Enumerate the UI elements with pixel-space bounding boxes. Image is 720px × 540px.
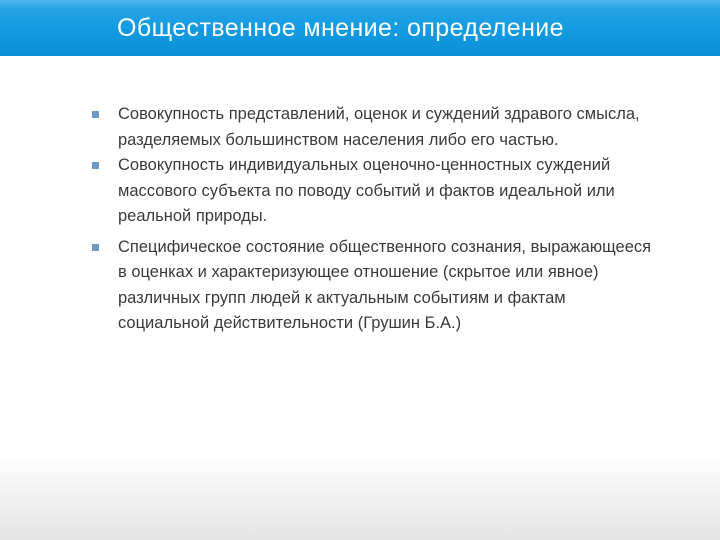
- bullet-text: Специфическое состояние общественного сознания, выражающееся в оценках и характеризующее отношение (скрытое или явное) различных групп людей к актуальным событиям и фактам социальной действительности (Грушин Б.А.): [118, 237, 652, 332]
- title-bar: [0, 0, 720, 56]
- bullet-item: [92, 235, 652, 337]
- bullet-item: [92, 153, 652, 230]
- slide-title: Общественное мнение: определение: [117, 14, 564, 42]
- square-bullet-icon: [92, 162, 99, 169]
- bullet-text: Совокупность индивидуальных оценочно-ценностных суждений массового субъекта по поводу событий и фактов идеальной или реальной природы.: [118, 156, 615, 225]
- square-bullet-icon: [92, 111, 99, 118]
- square-bullet-icon: [92, 244, 99, 251]
- bullet-item: [92, 102, 652, 153]
- bullet-text: Совокупность представлений, оценок и суждений здравого смысла, разделяемых большинством населения либо его частью.: [118, 105, 640, 149]
- bullet-list: [92, 102, 652, 337]
- title-bar-shine: [0, 0, 720, 10]
